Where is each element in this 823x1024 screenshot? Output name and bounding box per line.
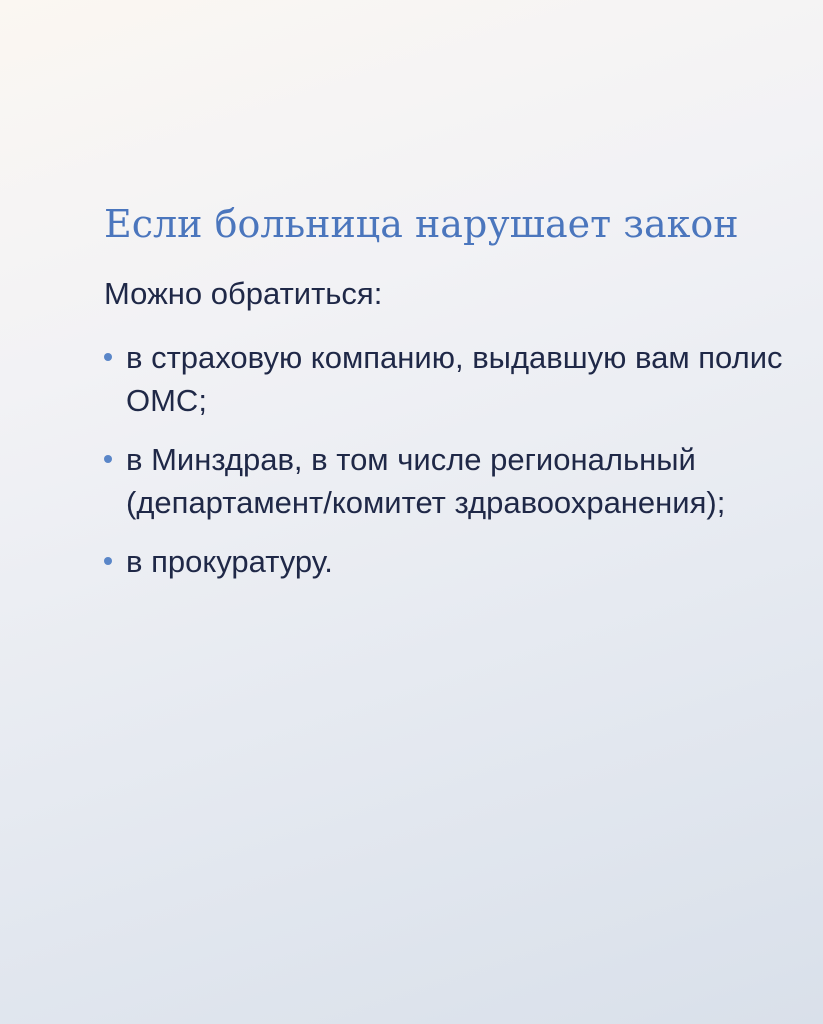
list-item xyxy=(104,540,784,583)
list-item xyxy=(104,336,784,422)
bullet-icon xyxy=(104,455,112,463)
list-item-text: в страховую компанию, выдавшую вам полис ОМС; xyxy=(126,340,783,418)
contact-list xyxy=(104,336,784,583)
lead-text: Можно обратиться: xyxy=(104,276,383,311)
list-item-text: в Минздрав, в том числе региональный (департамент/комитет здравоохранения); xyxy=(126,442,726,520)
card-title: Если больница нарушает закон xyxy=(104,202,739,246)
list-item-text: в прокуратуру. xyxy=(126,544,333,579)
card-content xyxy=(104,198,784,599)
bullet-icon xyxy=(104,353,112,361)
bullet-icon xyxy=(104,557,112,565)
list-item xyxy=(104,438,784,524)
